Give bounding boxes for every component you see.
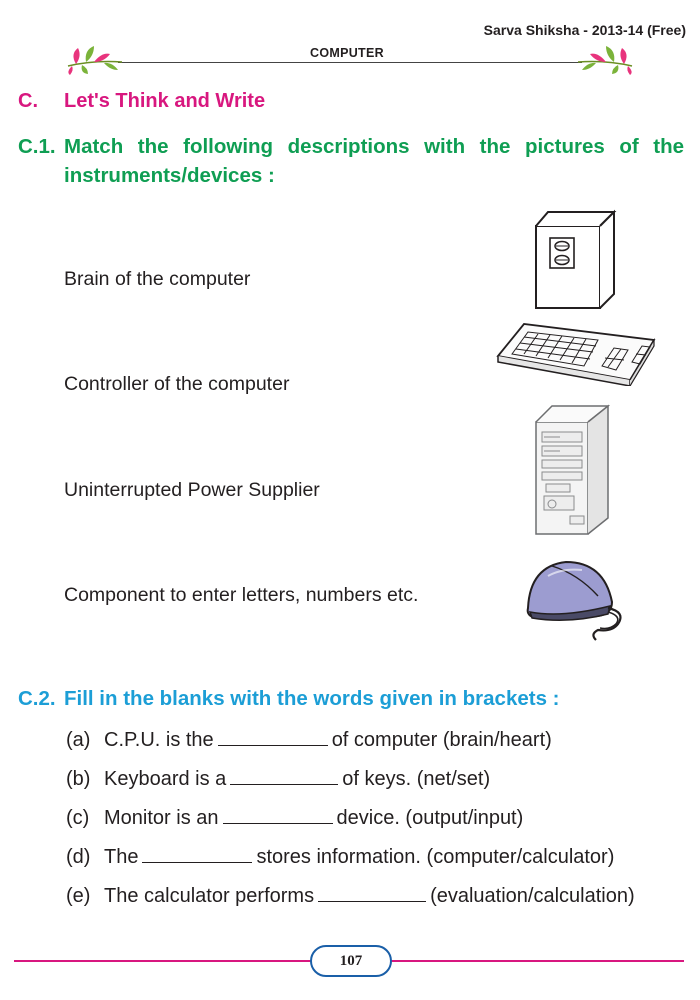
cpu-tower-icon <box>530 400 614 538</box>
item-marker: (e) <box>66 885 91 907</box>
item-marker: (c) <box>66 807 90 829</box>
item-marker: (d) <box>66 846 91 868</box>
fill-item-b <box>66 768 490 791</box>
item-after: of keys. (net/set) <box>342 768 491 790</box>
subject-title: COMPUTER <box>310 46 384 60</box>
keyboard-icon <box>494 318 658 386</box>
right-leaf-ornament-icon <box>574 40 636 76</box>
item-before: Keyboard is a <box>104 768 227 790</box>
c1-heading <box>18 132 684 190</box>
section-c-heading <box>18 90 265 113</box>
c2-label: C.2. <box>18 687 56 710</box>
footer-rule-right <box>386 960 684 962</box>
section-c-title: Let's Think and Write <box>64 90 266 112</box>
item-marker: (a) <box>66 729 91 751</box>
answer-blank[interactable] <box>218 729 328 746</box>
ups-unit-icon <box>528 206 620 312</box>
fill-item-c <box>66 807 523 830</box>
series-header: Sarva Shiksha - 2013-14 (Free) <box>483 22 686 38</box>
c1-title: Match the following descriptions with the pictures of the instruments/devices : <box>64 135 684 187</box>
item-before: C.P.U. is the <box>104 729 214 751</box>
header-rule <box>118 62 582 63</box>
c2-title: Fill in the blanks with the words given in brackets : <box>64 687 560 710</box>
fill-item-e <box>66 885 635 908</box>
answer-blank[interactable] <box>223 807 333 824</box>
match-description-1: Brain of the computer <box>64 268 251 290</box>
item-after: device. (output/input) <box>336 807 524 829</box>
c2-heading <box>18 687 560 711</box>
match-description-2: Controller of the computer <box>64 373 290 395</box>
mouse-icon <box>522 556 630 642</box>
item-marker: (b) <box>66 768 91 790</box>
match-description-4: Component to enter letters, numbers etc. <box>64 584 419 606</box>
left-leaf-ornament-icon <box>64 40 126 76</box>
item-before: The calculator performs <box>104 885 315 907</box>
section-c-label: C. <box>18 90 38 112</box>
answer-blank[interactable] <box>142 846 252 863</box>
fill-item-a <box>66 729 552 752</box>
page-number: 107 <box>310 945 392 977</box>
item-after: (evaluation/calculation) <box>430 885 635 907</box>
item-after: stores information. (computer/calculator) <box>256 846 615 868</box>
answer-blank[interactable] <box>230 768 338 785</box>
fill-item-d <box>66 846 614 869</box>
c1-label: C.1. <box>18 135 56 158</box>
match-description-3: Uninterrupted Power Supplier <box>64 479 320 501</box>
footer-rule-left <box>14 960 312 962</box>
item-before: The <box>104 846 139 868</box>
item-before: Monitor is an <box>104 807 219 829</box>
item-after: of computer (brain/heart) <box>331 729 552 751</box>
answer-blank[interactable] <box>318 885 426 902</box>
